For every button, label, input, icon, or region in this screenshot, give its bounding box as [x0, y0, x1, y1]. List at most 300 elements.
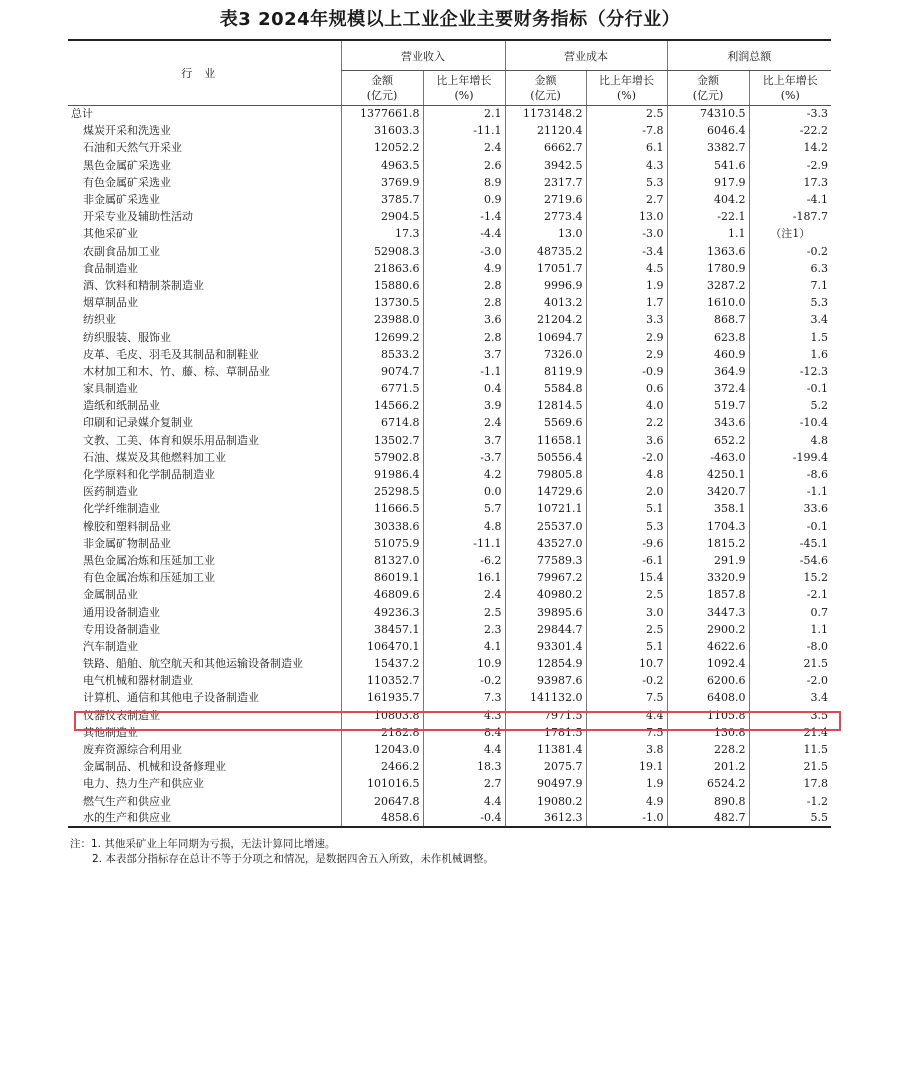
revenue-growth-cell: 8.4: [423, 724, 505, 741]
table-row: [68, 140, 831, 157]
revenue-growth-cell: -6.2: [423, 552, 505, 569]
profit-amount-cell: 3287.2: [667, 277, 749, 294]
profit-group-header: 利润总额: [667, 40, 831, 71]
profit-growth-cell: -45.1: [749, 535, 831, 552]
industry-name: 皮革、毛皮、羽毛及其制品和制鞋业: [83, 347, 259, 361]
revenue-group-header: 营业收入: [341, 40, 505, 71]
profit-growth-cell: -54.6: [749, 552, 831, 569]
revenue-amount-cell: 1377661.8: [341, 106, 423, 123]
industry-name: 造纸和纸制品业: [83, 399, 160, 413]
revenue-growth-cell: 2.3: [423, 621, 505, 638]
industry-name: 开采专业及辅助性活动: [83, 210, 193, 224]
revenue-amount-cell: 161935.7: [341, 690, 423, 707]
profit-amount-cell: 6200.6: [667, 673, 749, 690]
cost-growth-cell: 2.5: [586, 621, 667, 638]
cost-amount-cell: 5569.6: [505, 415, 586, 432]
revenue-amount-header: 金额 (亿元): [341, 71, 423, 106]
page-title: 表3 2024年规模以上工业企业主要财务指标（分行业）: [219, 9, 681, 30]
cost-amount-cell: 19080.2: [505, 793, 586, 810]
industry-name: 金属制品业: [83, 588, 138, 602]
revenue-growth-cell: 18.3: [423, 759, 505, 776]
revenue-amount-cell: 6771.5: [341, 381, 423, 398]
cost-growth-cell: 1.7: [586, 295, 667, 312]
cost-growth-cell: 15.4: [586, 570, 667, 587]
industry-name: 有色金属矿采选业: [83, 175, 171, 189]
profit-amount-cell: 6524.2: [667, 776, 749, 793]
industry-name: 酒、饮料和精制茶制造业: [83, 278, 204, 292]
profit-amount-cell: 372.4: [667, 381, 749, 398]
profit-amount-cell: 343.6: [667, 415, 749, 432]
profit-amount-cell: 1.1: [667, 226, 749, 243]
revenue-growth-cell: 2.4: [423, 415, 505, 432]
cost-growth-cell: 7.5: [586, 690, 667, 707]
revenue-growth-cell: 4.2: [423, 466, 505, 483]
cost-amount-cell: 4013.2: [505, 295, 586, 312]
table-row: [68, 466, 831, 483]
profit-amount-cell: 6046.4: [667, 123, 749, 140]
table-row: [68, 484, 831, 501]
cost-growth-cell: 7.5: [586, 724, 667, 741]
profit-growth-cell: 17.3: [749, 174, 831, 191]
table-row: [68, 604, 831, 621]
revenue-growth-cell: 4.8: [423, 518, 505, 535]
profit-amount-cell: 404.2: [667, 191, 749, 208]
revenue-amount-cell: 52908.3: [341, 243, 423, 260]
profit-growth-cell: 0.7: [749, 604, 831, 621]
profit-growth-cell: -2.9: [749, 157, 831, 174]
revenue-growth-cell: 4.4: [423, 793, 505, 810]
table-row: [68, 518, 831, 535]
cost-amount-cell: 9996.9: [505, 277, 586, 294]
revenue-growth-cell: 16.1: [423, 570, 505, 587]
industry-name: 黑色金属矿采选业: [83, 158, 171, 172]
revenue-amount-cell: 13502.7: [341, 432, 423, 449]
revenue-amount-cell: 86019.1: [341, 570, 423, 587]
table-row: [68, 381, 831, 398]
revenue-growth-cell: -11.1: [423, 123, 505, 140]
note-2: 2. 本表部分指标存在总计不等于分项之和情况，是数据四舍五入所致，未作机械调整。: [92, 853, 494, 865]
industry-name: 石油、煤炭及其他燃料加工业: [83, 450, 226, 464]
table-row: [68, 295, 831, 312]
note-1: 注：1. 其他采矿业上年同期为亏损，无法计算同比增速。: [70, 838, 336, 850]
industry-name: 木材加工和木、竹、藤、棕、草制品业: [83, 364, 270, 378]
revenue-amount-cell: 110352.7: [341, 673, 423, 690]
profit-amount-cell: 868.7: [667, 312, 749, 329]
profit-growth-cell: -1.2: [749, 793, 831, 810]
revenue-growth-cell: 2.5: [423, 604, 505, 621]
revenue-amount-cell: 2182.8: [341, 724, 423, 741]
revenue-growth-cell: -3.0: [423, 243, 505, 260]
cost-growth-cell: 10.7: [586, 656, 667, 673]
table-row: [68, 690, 831, 707]
cost-growth-cell: 1.9: [586, 277, 667, 294]
profit-amount-cell: -463.0: [667, 449, 749, 466]
industry-name: 总计: [71, 107, 93, 121]
profit-growth-cell: -199.4: [749, 449, 831, 466]
profit-growth-cell: -12.3: [749, 363, 831, 380]
revenue-growth-cell: 3.6: [423, 312, 505, 329]
cost-amount-cell: 6662.7: [505, 140, 586, 157]
cost-growth-cell: 2.9: [586, 346, 667, 363]
revenue-growth-cell: 2.8: [423, 295, 505, 312]
table-row: [68, 535, 831, 552]
revenue-amount-cell: 81327.0: [341, 552, 423, 569]
cost-growth-cell: 1.9: [586, 776, 667, 793]
profit-amount-cell: 482.7: [667, 810, 749, 827]
cost-amount-cell: 141132.0: [505, 690, 586, 707]
industry-name: 烟草制品业: [83, 296, 138, 310]
cost-growth-cell: 3.8: [586, 741, 667, 758]
revenue-growth-cell: 2.8: [423, 277, 505, 294]
cost-amount-cell: 17051.7: [505, 260, 586, 277]
profit-amount-cell: 74310.5: [667, 106, 749, 123]
revenue-growth-header: 比上年增长 (%): [423, 71, 505, 106]
revenue-amount-cell: 10803.8: [341, 707, 423, 724]
industry-name: 煤炭开采和洗选业: [83, 124, 171, 138]
profit-growth-cell: 4.8: [749, 432, 831, 449]
revenue-amount-cell: 13730.5: [341, 295, 423, 312]
cost-amount-cell: 2317.7: [505, 174, 586, 191]
revenue-amount-cell: 31603.3: [341, 123, 423, 140]
revenue-amount-cell: 12699.2: [341, 329, 423, 346]
cost-growth-cell: -9.6: [586, 535, 667, 552]
profit-amount-cell: 460.9: [667, 346, 749, 363]
cost-group-header: 营业成本: [505, 40, 667, 71]
profit-growth-cell: 15.2: [749, 570, 831, 587]
industry-name: 文教、工美、体育和娱乐用品制造业: [83, 433, 259, 447]
cost-growth-cell: 4.5: [586, 260, 667, 277]
profit-amount-cell: 2900.2: [667, 621, 749, 638]
revenue-growth-cell: 2.8: [423, 329, 505, 346]
cost-growth-cell: -3.4: [586, 243, 667, 260]
revenue-amount-cell: 91986.4: [341, 466, 423, 483]
revenue-amount-cell: 9074.7: [341, 363, 423, 380]
cost-amount-cell: 5584.8: [505, 381, 586, 398]
profit-amount-cell: 1780.9: [667, 260, 749, 277]
revenue-amount-cell: 57902.8: [341, 449, 423, 466]
revenue-amount-cell: 6714.8: [341, 415, 423, 432]
cost-growth-cell: 3.3: [586, 312, 667, 329]
cost-amount-cell: 93301.4: [505, 638, 586, 655]
table-row: [68, 741, 831, 758]
cost-amount-cell: 43527.0: [505, 535, 586, 552]
cost-amount-cell: 21204.2: [505, 312, 586, 329]
cost-growth-cell: 3.0: [586, 604, 667, 621]
cost-growth-cell: 3.6: [586, 432, 667, 449]
revenue-growth-cell: 0.0: [423, 484, 505, 501]
profit-amount-cell: 3447.3: [667, 604, 749, 621]
profit-growth-cell: 21.4: [749, 724, 831, 741]
profit-growth-cell: -22.2: [749, 123, 831, 140]
industry-name: 汽车制造业: [83, 639, 138, 653]
cost-amount-cell: 11658.1: [505, 432, 586, 449]
table-row: [68, 174, 831, 191]
revenue-growth-cell: 2.6: [423, 157, 505, 174]
industry-name: 黑色金属冶炼和压延加工业: [83, 553, 215, 567]
revenue-amount-cell: 23988.0: [341, 312, 423, 329]
table-row: [68, 363, 831, 380]
table-row: [68, 329, 831, 346]
profit-amount-cell: 3382.7: [667, 140, 749, 157]
cost-amount-cell: 3612.3: [505, 810, 586, 827]
profit-growth-header: 比上年增长 (%): [749, 71, 831, 106]
profit-growth-cell: 14.2: [749, 140, 831, 157]
cost-growth-cell: 2.0: [586, 484, 667, 501]
cost-growth-cell: 2.9: [586, 329, 667, 346]
profit-growth-cell: 11.5: [749, 741, 831, 758]
industry-name: 电气机械和器材制造业: [83, 674, 193, 688]
profit-amount-cell: 1857.8: [667, 587, 749, 604]
industry-name: 废弃资源综合利用业: [83, 743, 182, 757]
profit-growth-cell: 33.6: [749, 501, 831, 518]
revenue-amount-cell: 8533.2: [341, 346, 423, 363]
profit-amount-cell: 358.1: [667, 501, 749, 518]
cost-growth-cell: 0.6: [586, 381, 667, 398]
profit-amount-cell: 364.9: [667, 363, 749, 380]
revenue-amount-cell: 11666.5: [341, 501, 423, 518]
profit-amount-cell: 917.9: [667, 174, 749, 191]
profit-amount-cell: 6408.0: [667, 690, 749, 707]
cost-growth-cell: 4.9: [586, 793, 667, 810]
industry-name: 纺织业: [83, 313, 116, 327]
revenue-growth-cell: -11.1: [423, 535, 505, 552]
profit-growth-cell: -8.0: [749, 638, 831, 655]
industry-name: 医药制造业: [83, 485, 138, 499]
profit-growth-cell: -2.1: [749, 587, 831, 604]
cost-amount-cell: 14729.6: [505, 484, 586, 501]
cost-growth-cell: 13.0: [586, 209, 667, 226]
cost-growth-cell: -6.1: [586, 552, 667, 569]
table-row: [68, 226, 831, 243]
profit-growth-cell: 21.5: [749, 656, 831, 673]
table-row: [68, 260, 831, 277]
table-row: [68, 587, 831, 604]
profit-growth-cell: -8.6: [749, 466, 831, 483]
cost-amount-cell: 8119.9: [505, 363, 586, 380]
revenue-amount-cell: 25298.5: [341, 484, 423, 501]
industry-name: 橡胶和塑料制品业: [83, 519, 171, 533]
profit-amount-cell: 3320.9: [667, 570, 749, 587]
table-row: [68, 123, 831, 140]
revenue-amount-cell: 38457.1: [341, 621, 423, 638]
profit-amount-cell: 1704.3: [667, 518, 749, 535]
cost-growth-cell: 5.1: [586, 501, 667, 518]
industry-name: 仪器仪表制造业: [83, 708, 160, 722]
industry-name: 水的生产和供应业: [68, 810, 341, 827]
financial-indicators-table: [68, 39, 831, 828]
table-row: [68, 570, 831, 587]
profit-growth-cell: 21.5: [749, 759, 831, 776]
industry-name: 农副食品加工业: [83, 244, 160, 258]
revenue-amount-cell: 49236.3: [341, 604, 423, 621]
revenue-amount-cell: 12043.0: [341, 741, 423, 758]
profit-amount-cell: 130.8: [667, 724, 749, 741]
profit-growth-cell: -4.1: [749, 191, 831, 208]
industry-name: 计算机、通信和其他电子设备制造业: [83, 691, 259, 705]
profit-growth-cell: 17.8: [749, 776, 831, 793]
profit-amount-cell: 1105.8: [667, 707, 749, 724]
table-row: [68, 638, 831, 655]
profit-growth-cell: 5.5: [749, 810, 831, 827]
revenue-amount-cell: 17.3: [341, 226, 423, 243]
profit-growth-cell: 5.3: [749, 295, 831, 312]
revenue-growth-cell: 4.1: [423, 638, 505, 655]
cost-growth-cell: 2.7: [586, 191, 667, 208]
cost-amount-cell: 10721.1: [505, 501, 586, 518]
profit-growth-cell: 1.6: [749, 346, 831, 363]
industry-name: 燃气生产和供应业: [83, 794, 171, 808]
revenue-growth-cell: 4.9: [423, 260, 505, 277]
table-row: [68, 810, 831, 827]
profit-amount-cell: 291.9: [667, 552, 749, 569]
revenue-amount-cell: 15437.2: [341, 656, 423, 673]
revenue-growth-cell: 2.7: [423, 776, 505, 793]
table-row: [68, 673, 831, 690]
revenue-growth-cell: -4.4: [423, 226, 505, 243]
revenue-growth-cell: 3.9: [423, 398, 505, 415]
profit-amount-cell: 890.8: [667, 793, 749, 810]
revenue-growth-cell: 0.4: [423, 381, 505, 398]
table-row: [68, 432, 831, 449]
cost-growth-cell: 2.5: [586, 587, 667, 604]
profit-growth-cell: -0.1: [749, 518, 831, 535]
cost-amount-cell: 29844.7: [505, 621, 586, 638]
table-row: [68, 157, 831, 174]
revenue-growth-cell: 7.3: [423, 690, 505, 707]
profit-growth-cell: -0.1: [749, 381, 831, 398]
industry-name: 通用设备制造业: [83, 605, 160, 619]
revenue-growth-cell: -1.4: [423, 209, 505, 226]
industry-name: 化学纤维制造业: [83, 502, 160, 516]
industry-name: 电力、热力生产和供应业: [83, 777, 204, 791]
table-row: [68, 398, 831, 415]
industry-name: 专用设备制造业: [83, 622, 160, 636]
industry-name: 纺织服装、服饰业: [83, 330, 171, 344]
cost-amount-header: 金额 (亿元): [505, 71, 586, 106]
profit-growth-cell: -1.1: [749, 484, 831, 501]
revenue-growth-cell: 5.7: [423, 501, 505, 518]
cost-amount-cell: 7971.5: [505, 707, 586, 724]
revenue-growth-cell: 4.3: [423, 707, 505, 724]
cost-amount-cell: 90497.9: [505, 776, 586, 793]
cost-growth-cell: -2.0: [586, 449, 667, 466]
cost-growth-cell: 19.1: [586, 759, 667, 776]
revenue-growth-cell: -1.1: [423, 363, 505, 380]
profit-growth-cell: 7.1: [749, 277, 831, 294]
cost-growth-cell: 5.3: [586, 518, 667, 535]
industry-name: 非金属矿采选业: [83, 193, 160, 207]
revenue-growth-cell: 4.4: [423, 741, 505, 758]
table-row: [68, 552, 831, 569]
profit-amount-cell: -22.1: [667, 209, 749, 226]
revenue-growth-cell: 2.4: [423, 140, 505, 157]
cost-amount-cell: 79967.2: [505, 570, 586, 587]
industry-name: 有色金属冶炼和压延加工业: [83, 571, 215, 585]
cost-amount-cell: 1781.5: [505, 724, 586, 741]
cost-amount-cell: 93987.6: [505, 673, 586, 690]
profit-amount-header: 金额 (亿元): [667, 71, 749, 106]
table-row: [68, 501, 831, 518]
profit-growth-cell: -3.3: [749, 106, 831, 123]
cost-growth-cell: -7.8: [586, 123, 667, 140]
cost-amount-cell: 11381.4: [505, 741, 586, 758]
industry-name: 铁路、船舶、航空航天和其他运输设备制造业: [83, 657, 303, 671]
industry-name: 金属制品、机械和设备修理业: [83, 760, 226, 774]
revenue-growth-cell: 10.9: [423, 656, 505, 673]
industry-name: 非金属矿物制品业: [83, 536, 171, 550]
table-row: [68, 449, 831, 466]
revenue-amount-cell: 20647.8: [341, 793, 423, 810]
profit-growth-cell: -187.7: [749, 209, 831, 226]
revenue-growth-cell: 2.1: [423, 106, 505, 123]
revenue-growth-cell: -0.2: [423, 673, 505, 690]
cost-amount-cell: 1173148.2: [505, 106, 586, 123]
cost-amount-cell: 48735.2: [505, 243, 586, 260]
revenue-growth-cell: -0.4: [423, 810, 505, 827]
table-row: [68, 793, 831, 810]
cost-growth-cell: 4.8: [586, 466, 667, 483]
cost-growth-cell: -0.2: [586, 673, 667, 690]
revenue-growth-cell: -3.7: [423, 449, 505, 466]
cost-amount-cell: 12814.5: [505, 398, 586, 415]
table-row: [68, 346, 831, 363]
cost-growth-cell: 4.3: [586, 157, 667, 174]
industry-name: 化学原料和化学制品制造业: [83, 468, 215, 482]
table-row: [68, 776, 831, 793]
industry-name: 印刷和记录媒介复制业: [83, 416, 193, 430]
cost-growth-cell: 2.2: [586, 415, 667, 432]
cost-amount-cell: 12854.9: [505, 656, 586, 673]
cost-amount-cell: 39895.6: [505, 604, 586, 621]
cost-growth-cell: 2.5: [586, 106, 667, 123]
profit-amount-cell: 3420.7: [667, 484, 749, 501]
table-row: [68, 243, 831, 260]
profit-amount-cell: 4622.6: [667, 638, 749, 655]
revenue-amount-cell: 46809.6: [341, 587, 423, 604]
cost-amount-cell: 79805.8: [505, 466, 586, 483]
industry-name: 石油和天然气开采业: [83, 141, 182, 155]
cost-growth-cell: 6.1: [586, 140, 667, 157]
revenue-amount-cell: 4858.6: [341, 810, 423, 827]
profit-growth-cell: 3.4: [749, 312, 831, 329]
profit-amount-cell: 228.2: [667, 741, 749, 758]
revenue-amount-cell: 3785.7: [341, 191, 423, 208]
table-row: [68, 621, 831, 638]
revenue-growth-cell: 3.7: [423, 346, 505, 363]
profit-growth-cell: 1.5: [749, 329, 831, 346]
profit-amount-cell: 541.6: [667, 157, 749, 174]
table-row: [68, 209, 831, 226]
profit-amount-cell: 1815.2: [667, 535, 749, 552]
profit-amount-cell: 519.7: [667, 398, 749, 415]
revenue-amount-cell: 4963.5: [341, 157, 423, 174]
profit-growth-cell: -2.0: [749, 673, 831, 690]
cost-growth-header: 比上年增长 (%): [586, 71, 667, 106]
table-row: [68, 656, 831, 673]
cost-growth-cell: 4.0: [586, 398, 667, 415]
cost-amount-cell: 25537.0: [505, 518, 586, 535]
cost-amount-cell: 13.0: [505, 226, 586, 243]
cost-amount-cell: 21120.4: [505, 123, 586, 140]
profit-growth-cell: -0.2: [749, 243, 831, 260]
revenue-growth-cell: 3.7: [423, 432, 505, 449]
profit-amount-cell: 623.8: [667, 329, 749, 346]
profit-amount-cell: 652.2: [667, 432, 749, 449]
profit-amount-cell: 201.2: [667, 759, 749, 776]
table-row: [68, 106, 831, 123]
cost-growth-cell: -3.0: [586, 226, 667, 243]
cost-growth-cell: 4.4: [586, 707, 667, 724]
